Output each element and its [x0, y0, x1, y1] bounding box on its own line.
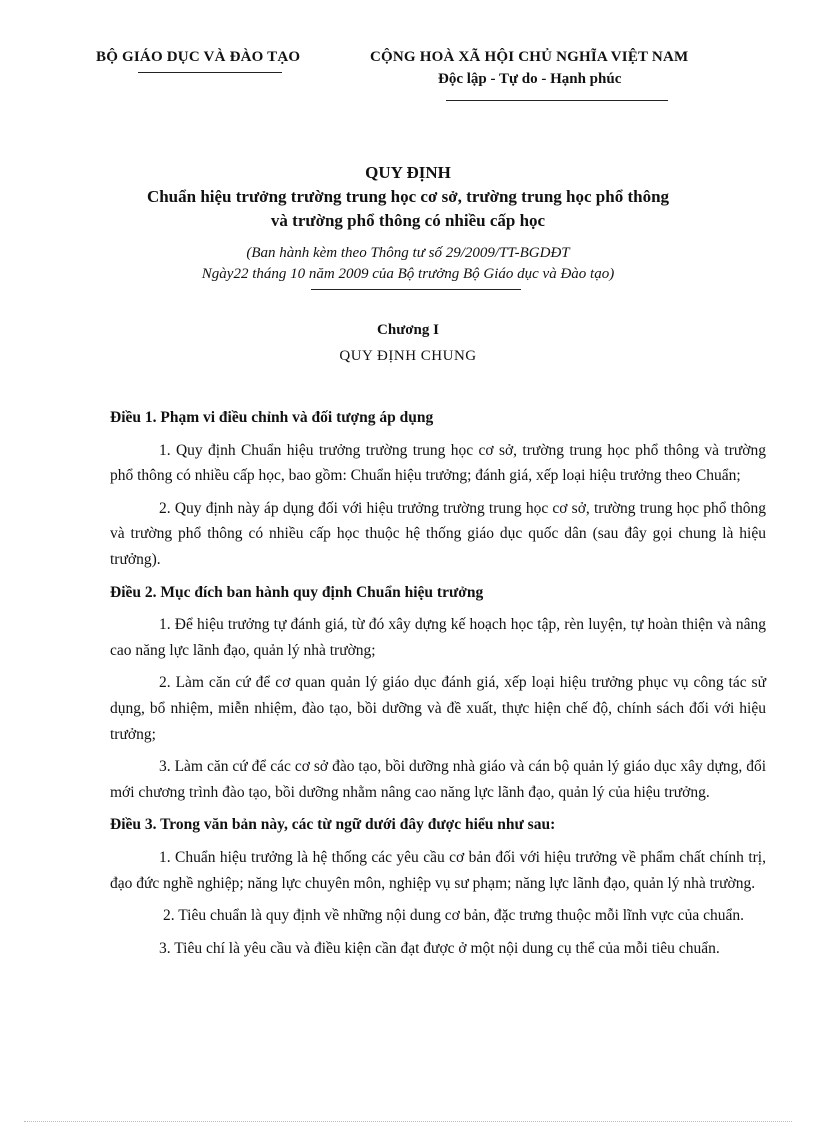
paragraph: 2. Tiêu chuẩn là quy định về những nội dung cơ bản, đặc trưng thuộc mỗi lĩnh vực của chuẩn.	[163, 907, 744, 925]
document-body	[110, 405, 766, 968]
paragraph: 1. Để hiệu trưởng tự đánh giá, từ đó xây dựng kế hoạch học tập, rèn luyện, tự hoàn thiện và nâng cao năng lực lãnh đạo, quản lý nhà trường;	[110, 616, 766, 659]
subtitle-line-1: Chuẩn hiệu trưởng trường trung học cơ sở, trường trung học phổ thông	[146, 187, 670, 206]
chapter-label: Chương I	[377, 322, 439, 338]
article-heading: Điều 3. Trong văn bản này, các từ ngữ dưới đây được hiểu như sau:	[110, 816, 556, 834]
paragraph: 2. Làm căn cứ để cơ quan quản lý giáo dục đánh giá, xếp loại hiệu trưởng phục vụ công tác sử dụng, bổ nhiệm, miễn nhiệm, đào tạo, bồi dưỡng và đề xuất, thực hiện chế độ, chính sách đối với hiệu trưởng;	[110, 674, 766, 743]
page-bottom-border	[24, 1121, 792, 1122]
issuance-note	[0, 243, 816, 285]
motto-underline	[446, 100, 668, 101]
paragraph: 3. Tiêu chí là yêu cầu và điều kiện cần đạt được ở một nội dung cụ thể của mỗi tiêu chuẩn.	[159, 939, 720, 957]
article-heading: Điều 1. Phạm vi điều chỉnh và đối tượng áp dụng	[110, 409, 434, 426]
document-subtitle	[0, 185, 816, 233]
paragraph: 2. Quy định này áp dụng đối với hiệu trưởng trường trung học cơ sở, trường trung học phổ thông và trường phổ thông có nhiều cấp học thuộc hệ thống giáo dục quốc dân (sau đây gọi chung là hiệu trưởng).	[110, 499, 766, 568]
ministry-underline	[138, 72, 282, 73]
subtitle-line-2: và trường phổ thông có nhiều cấp học	[270, 211, 546, 230]
paragraph: 1. Chuẩn hiệu trưởng là hệ thống các yêu cầu cơ bản đối với hiệu trưởng về phẩm chất chính trị, đạo đức nghề nghiệp; năng lực chuyên môn, nghiệp vụ sư phạm; năng lực lãnh đạo, quản lý nhà trường.	[110, 848, 766, 892]
ministry-block	[96, 49, 336, 66]
chapter-name: QUY ĐỊNH CHUNG	[339, 348, 477, 364]
ministry-name: BỘ GIÁO DỤC VÀ ĐÀO TẠO	[96, 49, 301, 65]
republic-block	[370, 49, 750, 88]
issuance-note-line-1: (Ban hành kèm theo Thông tư số 29/2009/TT-BGDĐT	[246, 245, 570, 261]
paragraph: 1. Quy định Chuẩn hiệu trưởng trường trung học cơ sở, trường trung học phổ thông và trường phổ thông có nhiều cấp học, bao gồm: Chuẩn hiệu trưởng; đánh giá, xếp loại hiệu trưởng theo Chuẩn;	[110, 441, 766, 485]
paragraph: 3. Làm căn cứ để các cơ sở đào tạo, bồi dưỡng nhà giáo và cán bộ quản lý giáo dục xây dựng, đổi mới chương trình đào tạo, bồi dưỡng nhằm nâng cao năng lực lãnh đạo, quản lý của hiệu trưởng.	[110, 758, 766, 801]
national-motto: Độc lập - Tự do - Hạnh phúc	[438, 71, 622, 87]
article-heading: Điều 2. Mục đích ban hành quy định Chuẩn hiệu trưởng	[110, 583, 484, 601]
document-title: QUY ĐỊNH	[365, 163, 451, 182]
issuance-note-line-2: Ngày22 tháng 10 năm 2009 của Bộ trưởng Bộ Giáo dục và Đào tạo)	[201, 266, 615, 282]
republic-name: CỘNG HOÀ XÃ HỘI CHỦ NGHĨA VIỆT NAM	[370, 49, 689, 65]
title-underline	[311, 289, 521, 290]
